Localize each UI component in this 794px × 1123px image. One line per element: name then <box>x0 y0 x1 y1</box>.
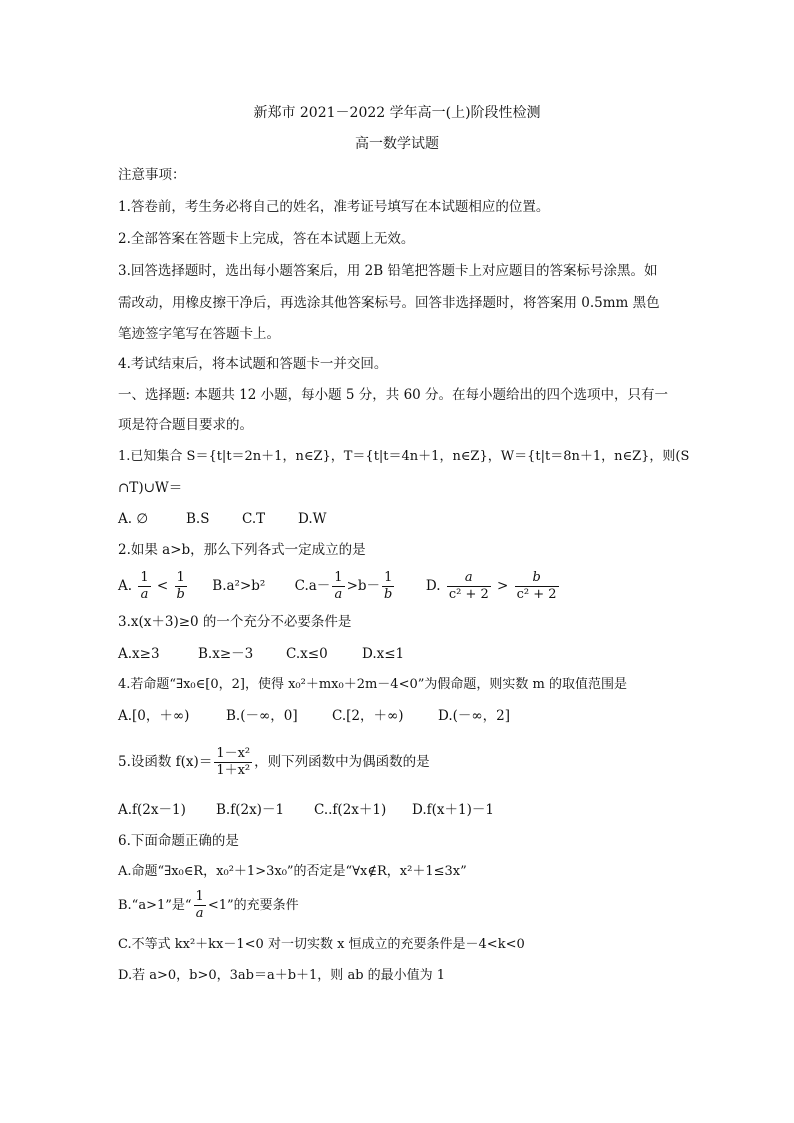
section-heading: 一、选择题: 本题共 12 小题，每小题 5 分，共 60 分。在每小题给出的四个选项中，只有一 <box>118 387 669 403</box>
note-item: 笔迹签字笔写在答题卡上。 <box>118 326 280 342</box>
note-item: 需改动，用橡皮擦干净后，再选涂其他答案标号。回答非选择题时，将答案用 0.5mm 黑色 <box>118 295 660 311</box>
q4-option-a: A.[0，＋∞) <box>118 708 190 724</box>
q1-option-a: A. ∅ <box>118 511 149 527</box>
exam-subtitle: 高一数学试题 <box>355 136 439 152</box>
q6-option-c: C.不等式 kx²＋kx－1<0 对一切实数 x 恒成立的充要条件是－4<k<0 <box>118 937 525 952</box>
q3-stem: 3.x(x＋3)≥0 的一个充分不必要条件是 <box>118 614 352 630</box>
q5-option-b: B.f(2x)－1 <box>216 802 285 818</box>
q3-option-d: D.x≤1 <box>362 646 405 662</box>
q5-fraction: $\frac{\text{1－x²}}{\text{1＋x²}}$ <box>216 746 251 778</box>
exam-title: 新郑市 2021－2022 学年高一(上)阶段性检测 <box>253 105 541 121</box>
q4-option-b: B.(－∞，0] <box>226 708 298 724</box>
note-item: 1.答卷前，考生务必将自己的姓名，准考证号填写在本试题相应的位置。 <box>118 199 550 215</box>
q5-option-c: C..f(2x＋1) <box>314 802 387 818</box>
q5-options <box>118 801 494 819</box>
q5-option-d: D.f(x＋1)－1 <box>412 802 494 818</box>
q1-stem-cont: ∩T)∪W＝ <box>118 480 183 496</box>
note-item: 4.考试结束后，将本试题和答题卡一并交回。 <box>118 356 388 372</box>
q5-option-a: A.f(2x－1) <box>118 802 186 818</box>
q4-options <box>118 707 510 725</box>
q2-stem: 2.如果 a>b，那么下列各式一定成立的是 <box>118 542 366 558</box>
notes-heading: 注意事项： <box>118 167 186 183</box>
q2-option-a: A. $\frac{1}{a}$ < $\frac{1}{b}$ <box>118 570 185 602</box>
q3-option-a: A.x≥3 <box>118 646 160 662</box>
q4-option-c: C.[2，＋∞) <box>332 708 404 724</box>
q2-option-d: D. $\frac{a}{\text{c² + 2}}$ > $\frac{b}{\text{c² + 2}}$ <box>425 570 557 602</box>
q2-option-b: B.a²>b² <box>212 578 266 594</box>
q1-option-b: B.S <box>186 511 210 527</box>
q2-option-c: C.a－ $\frac{1}{a}$ >b－ $\frac{1}{b}$ <box>294 570 393 602</box>
q6-option-d: D.若 a>0，b>0，3ab＝a＋b＋1，则 ab 的最小值为 1 <box>118 968 446 983</box>
note-item: 2.全部答案在答题卡上完成，答在本试题上无效。 <box>118 231 415 247</box>
q6-option-b: B.“a>1”是“ $\frac{1}{a}$ <1”的充要条件 <box>118 889 299 921</box>
q3-option-c: C.x≤0 <box>286 646 328 662</box>
q4-option-d: D.(－∞，2] <box>438 708 511 724</box>
q2-options <box>118 566 561 606</box>
q4-stem: 4.若命题“∃x₀∈[0，2]，使得 x₀²＋mx₀＋2m－4<0”为假命题，则实数 m 的取值范围是 <box>118 677 627 692</box>
q3-options <box>118 645 404 663</box>
note-item: 3.回答选择题时，选出每小题答案后，用 2B 铅笔把答题卡上对应题目的答案标号涂黑。如 <box>118 263 658 279</box>
q6-option-a: A.命题“∃x₀∈R，x₀²＋1>3x₀”的否定是“∀x∉R，x²＋1≤3x” <box>118 864 467 879</box>
q1-stem: 1.已知集合 S＝{t|t＝2n＋1，n∈Z}，T＝{t|t＝4n＋1，n∈Z}，W＝{t|t＝8n＋1，n∈Z}，则(S <box>118 449 690 464</box>
section-heading-cont: 项是符合题目要求的。 <box>118 417 253 433</box>
q6-stem: 6.下面命题正确的是 <box>118 833 239 849</box>
q1-options <box>118 510 327 528</box>
q1-option-c: C.T <box>242 511 266 527</box>
q3-option-b: B.x≥－3 <box>198 646 254 662</box>
q1-option-d: D.W <box>298 511 327 527</box>
q5-stem: 5.设函数 f(x)＝ $\frac{\text{1－x²}}{\text{1＋x²}}$ ，则下列函数中为偶函数的是 <box>118 746 430 778</box>
